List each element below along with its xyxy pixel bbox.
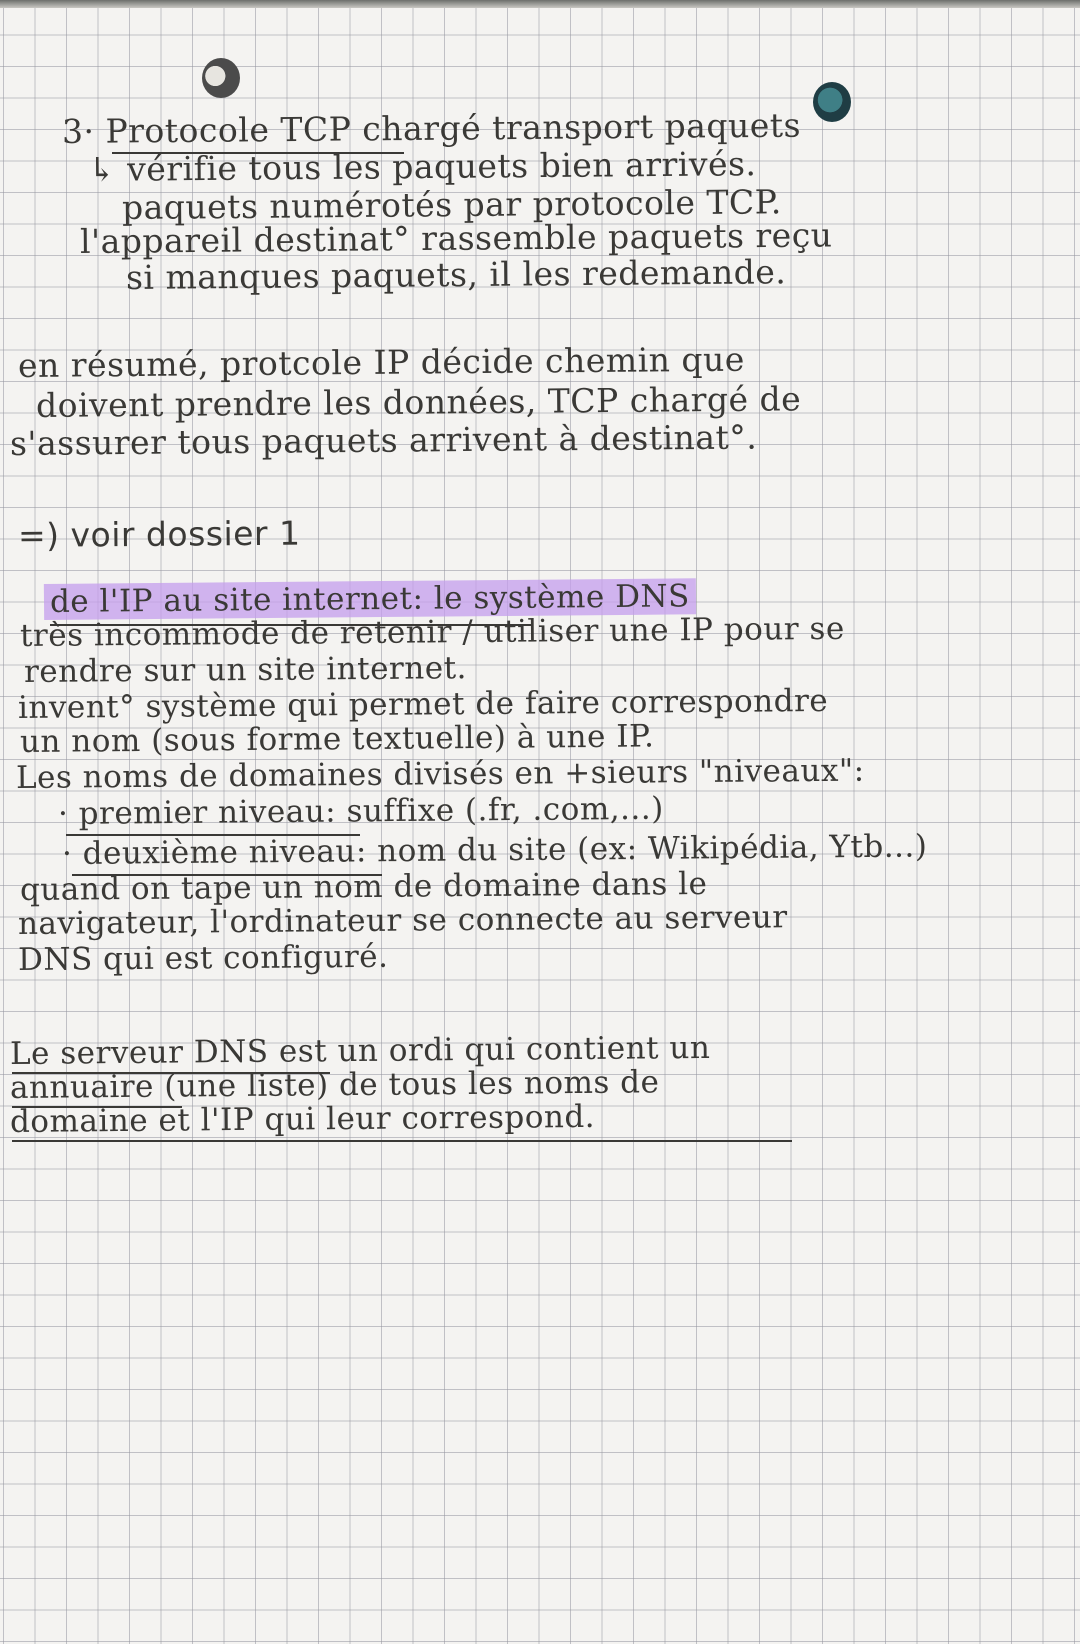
dns-heading: de l'IP au site internet: le système DNS bbox=[44, 578, 696, 620]
section3-line-3: paquets numérotés par protocole TCP. bbox=[121, 182, 782, 227]
binder-hole-left bbox=[202, 58, 240, 98]
server-line-1: Le serveur DNS est un ordi qui contient un bbox=[9, 1029, 711, 1072]
dns-level-2: · deuxième niveau: nom du site (ex: Wikipédia, Ytb...) bbox=[61, 828, 928, 872]
dns-line-4: un nom (sous forme textuelle) à une IP. bbox=[19, 718, 655, 760]
dns-line-8: quand on tape un nom de domaine dans le bbox=[19, 866, 708, 908]
page-top-edge bbox=[0, 0, 1080, 8]
see-folder-note: =) voir dossier 1 bbox=[17, 513, 301, 555]
server-line-2: annuaire (une liste) de tous les noms de bbox=[9, 1064, 660, 1106]
dns-line-9: navigateur, l'ordinateur se connecte au serveur bbox=[17, 899, 788, 942]
dns-line-1: très incommode de retenir / utiliser une IP pour se bbox=[19, 610, 845, 654]
dns-line-10: DNS qui est configuré. bbox=[17, 938, 389, 978]
section3-line-1: 3· Protocole TCP chargé transport paquets bbox=[61, 105, 802, 151]
section3-line-5: si manques paquets, il les redemande. bbox=[125, 252, 787, 297]
section3-line-4: l'appareil destinat° rassemble paquets reçu bbox=[79, 215, 833, 261]
dns-line-3: invent° système qui permet de faire correspondre bbox=[17, 682, 829, 726]
summary-line-1: en résumé, protcole IP décide chemin que bbox=[17, 339, 745, 385]
summary-line-3: s'assurer tous paquets arrivent à destinat°. bbox=[9, 417, 758, 463]
section3-line-2: ↳ vérifie tous les paquets bien arrivés. bbox=[87, 144, 757, 189]
server-line-3: domaine et l'IP qui leur correspond. bbox=[9, 1098, 596, 1140]
dns-level-1: · premier niveau: suffixe (.fr, .com,...) bbox=[57, 790, 664, 832]
dns-line-2: rendre sur un site internet. bbox=[23, 650, 468, 690]
summary-line-2: doivent prendre les données, TCP chargé de bbox=[35, 379, 802, 425]
dns-line-5: Les noms de domaines divisés en +sieurs "niveaux": bbox=[15, 752, 865, 796]
binder-hole-right bbox=[813, 82, 851, 122]
server-line-3-underline bbox=[12, 1140, 792, 1142]
